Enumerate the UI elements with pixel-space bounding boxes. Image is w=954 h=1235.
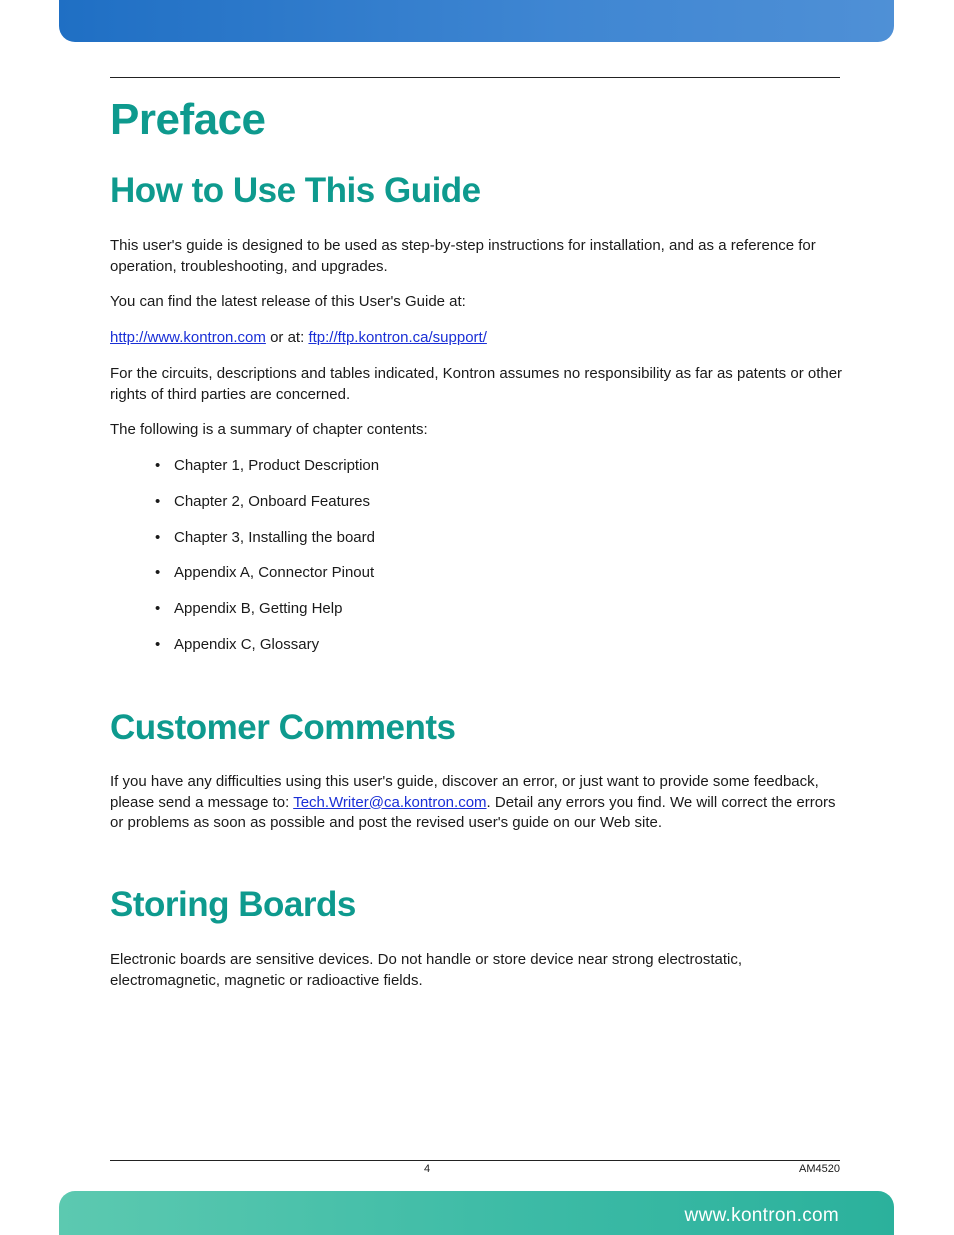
disclaimer-paragraph: For the circuits, descriptions and tables indicated, Kontron assumes no responsibility as far as patents or other rights of third parties are concerned. (110, 365, 843, 403)
list-item (155, 456, 379, 492)
summary-paragraph: The following is a summary of chapter contents: (110, 421, 428, 438)
tech-writer-email-link[interactable]: Tech.Writer@ca.kontron.com (293, 793, 487, 811)
list-item (155, 599, 379, 635)
footer-banner (59, 1191, 894, 1235)
chapter-label: Chapter 3, Installing the board (174, 528, 375, 546)
chapter-label: Appendix B, Getting Help (174, 600, 343, 618)
comments-text-before: If you have any difficulties using this user's guide, discover an error, or just want to provide some feedback, please send a message to: (110, 773, 819, 811)
bullet-icon: • (155, 528, 161, 546)
section-heading-storing-boards: Storing Boards (110, 885, 356, 924)
header-banner (59, 0, 894, 42)
document-code: AM4520 (799, 1163, 840, 1175)
list-item (155, 492, 379, 528)
section-heading-how-to-use: How to Use This Guide (110, 171, 481, 210)
page-title: Preface (110, 95, 266, 144)
chapter-label: Appendix A, Connector Pinout (174, 564, 375, 582)
intro-paragraph: This user's guide is designed to be used as step-by-step instructions for installation, and as a reference for operation, troubleshooting, and upgrades. (110, 237, 816, 275)
footer-divider (110, 1160, 840, 1161)
kontron-website-link[interactable]: http://www.kontron.com (110, 329, 266, 346)
chapter-label: Appendix C, Glossary (174, 635, 320, 653)
links-separator-text: or at: (265, 329, 309, 346)
links-paragraph (110, 328, 845, 349)
page-number: 4 (424, 1163, 431, 1175)
kontron-ftp-link[interactable]: ftp://ftp.kontron.ca/support/ (308, 329, 487, 346)
storing-paragraph: Electronic boards are sensitive devices. Do not handle or store device near strong electrostatic, electromagnetic, magnetic or radioactive fields. (110, 951, 742, 989)
bullet-icon: • (155, 635, 161, 653)
section-heading-customer-comments: Customer Comments (110, 708, 456, 747)
bullet-icon: • (155, 492, 161, 510)
footer-website: www.kontron.com (684, 1205, 839, 1226)
bullet-icon: • (155, 564, 161, 582)
comments-paragraph (110, 772, 845, 834)
bullet-icon: • (155, 457, 161, 474)
list-item (155, 528, 379, 564)
chapter-label: Chapter 1, Product Description (174, 457, 380, 474)
bullet-icon: • (155, 600, 161, 618)
list-item (155, 563, 379, 599)
header-divider (110, 77, 840, 78)
chapter-label: Chapter 2, Onboard Features (174, 492, 370, 510)
chapter-list (155, 456, 379, 671)
list-item (155, 635, 379, 671)
latest-release-paragraph: You can find the latest release of this User's Guide at: (110, 293, 466, 310)
comments-text-after: . Detail any errors you find. We will correct the errors or problems as soon as possible and post the revised user's guide on our Web site. (110, 793, 836, 831)
